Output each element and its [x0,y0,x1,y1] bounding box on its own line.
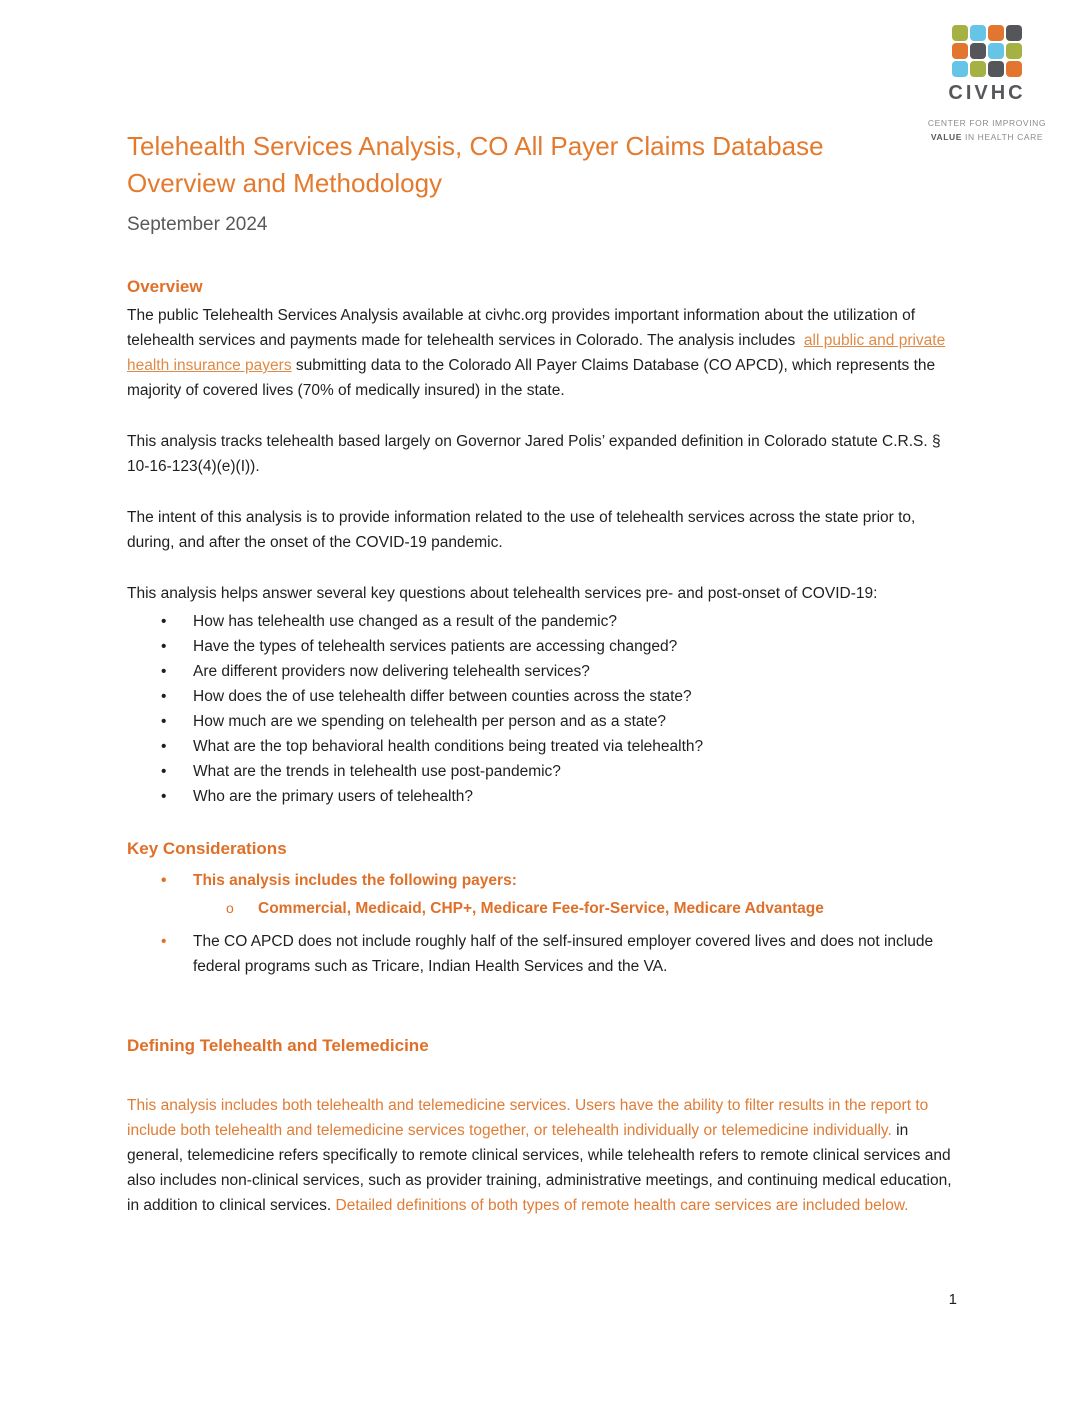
list-item-payers: • This analysis includes the following payers: [127,868,960,893]
key-considerations-list-2 [127,929,960,979]
key-considerations-heading: Key Considerations [127,839,287,858]
defining-orange-text-1: This analysis includes both telehealth and telemedicine services. Users have the ability to filter results in the report to include both telehealth and telemedicine services together, or telehealth individually or telemedicine individually. [127,1097,929,1139]
list-item: • What are the trends in telehealth use post-pandemic? [127,759,960,784]
defining-orange-text-2: Detailed definitions of both types of remote health care services are included below. [335,1197,909,1214]
page-title [127,128,963,202]
list-item: • How has telehealth use changed as a result of the pandemic? [127,609,960,634]
defining-paragraph [127,1093,960,1218]
civhc-logo-wordmark: CIVHC [948,82,1026,104]
page-title-line2: Overview and Methodology [127,168,443,198]
list-item: • How does the of use telehealth differ between counties across the state? [127,684,960,709]
overview-p1-after-link: submitting data to the Colorado All Payer Claims Database (CO APCD), which represents the majority of covered lives (70% of medically insured) in the state. [127,357,936,399]
overview-paragraph-1 [127,303,960,403]
defining-black-text: in general, telemedicine refers specifically to remote clinical services, while telehealth refers to remote clinical services and also includes non-clinical services, such as provider training, administrative meetings, and continuing medical education, in addition to clinical services. [127,1122,952,1214]
list-item: • Are different providers now delivering telehealth services? [127,659,960,684]
list-item-apcd-note: • The CO APCD does not include roughly half of the self-insured employer covered lives and does not include federal programs such as Tricare, Indian Health Services and the VA. [127,929,960,979]
list-item: • Who are the primary users of telehealth? [127,784,960,809]
page-number: 1 [948,1291,957,1308]
overview-p1-before-link: The public Telehealth Services Analysis available at civhc.org provides important information about the utilization of telehealth services and payments made for telehealth services in Colorado. The analysis includes [127,307,916,349]
list-item: • What are the top behavioral health conditions being treated via telehealth? [127,734,960,759]
overview-paragraph-3: The intent of this analysis is to provide information related to the use of telehealth services across the state prior to, during, and after the onset of the COVID-19 pandemic. [127,509,916,551]
list-item: • How much are we spending on telehealth per person and as a state? [127,709,960,734]
document-body [127,128,963,1218]
list-item-payer-types: o Commercial, Medicaid, CHP+, Medicare Fee-for-Service, Medicare Advantage [127,896,960,921]
document-date: September 2024 [127,214,268,235]
civhc-logo [912,25,1062,144]
defining-heading: Defining Telehealth and Telemedicine [127,1036,429,1055]
key-questions-list [127,609,960,809]
civhc-logo-grid-icon [912,25,1062,77]
payers-sublist [127,896,960,921]
key-considerations-list [127,868,960,893]
overview-paragraph-2: This analysis tracks telehealth based largely on Governor Jared Polis’ expanded definition in Colorado statute C.R.S. § 10-16-123(4)(e)(I)). [127,433,941,475]
tagline-value-word: VALUE [930,131,963,142]
tagline-line1: CENTER FOR IMPROVING [927,118,1047,128]
overview-paragraph-4: This analysis helps answer several key questions about telehealth services pre- and post-onset of COVID-19: [127,585,878,602]
overview-heading: Overview [127,277,203,296]
list-item: • Have the types of telehealth services patients are accessing changed? [127,634,960,659]
tagline-line2-rest: IN HEALTH CARE [962,131,1044,142]
page-title-line1: Telehealth Services Analysis, CO All Payer Claims Database [127,131,824,161]
insurance-payers-link[interactable]: all public and private health insurance payers [127,332,946,374]
